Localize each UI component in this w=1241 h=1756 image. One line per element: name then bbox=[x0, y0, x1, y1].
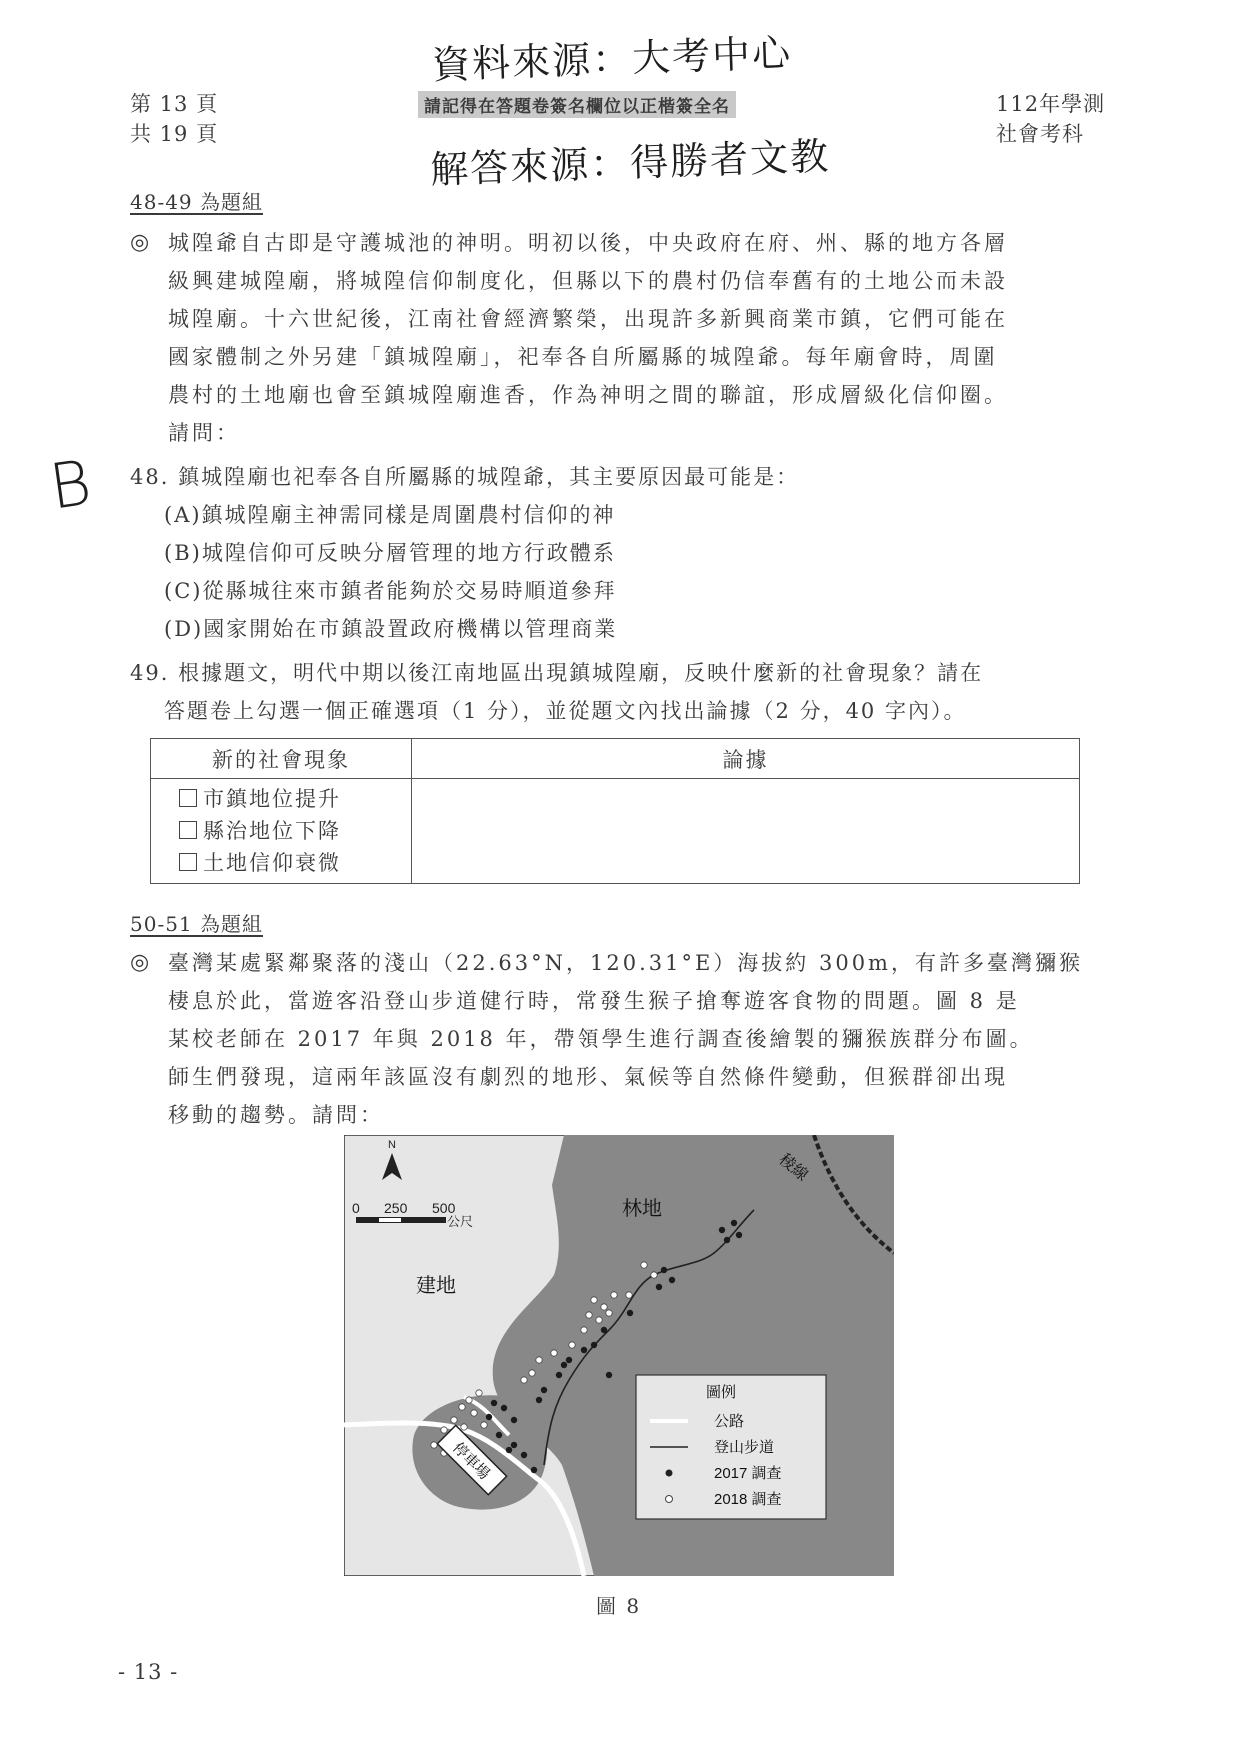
choices-cell bbox=[151, 779, 412, 884]
option-a: (A)鎮城隍廟主神需同樣是周圍農村信仰的神 bbox=[164, 503, 616, 527]
figure-caption: 圖 8 bbox=[596, 1594, 642, 1618]
survey-point-2018 bbox=[551, 1350, 557, 1356]
legend-trail-label: 登山步道 bbox=[714, 1439, 775, 1456]
survey-point-2018 bbox=[461, 1424, 467, 1430]
survey-point-2018 bbox=[569, 1342, 575, 1348]
scale-label-0: 0 bbox=[352, 1200, 360, 1216]
survey-point-2018 bbox=[521, 1377, 527, 1383]
survey-point-2017 bbox=[501, 1405, 507, 1411]
checkbox[interactable] bbox=[179, 853, 197, 871]
bullet-mark: ◎ bbox=[130, 950, 150, 975]
passage-line: 農村的土地廟也會至鎮城隍廟進香，作為神明之間的聯誼，形成層級化信仰圈。 bbox=[168, 383, 1008, 407]
option-c: (C)從縣城往來市鎮者能夠於交易時順道參拜 bbox=[164, 579, 617, 603]
survey-point-2017 bbox=[669, 1277, 675, 1283]
survey-point-2017 bbox=[601, 1327, 607, 1333]
survey-point-2017 bbox=[566, 1357, 572, 1363]
survey-point-2018 bbox=[471, 1410, 477, 1416]
question-48-stem: 48. 鎮城隍廟也祀奉各自所屬縣的城隍爺，其主要原因最可能是： bbox=[130, 465, 800, 489]
survey-point-2017 bbox=[731, 1220, 737, 1226]
north-label: N bbox=[388, 1139, 396, 1151]
survey-point-2017 bbox=[491, 1400, 497, 1406]
survey-point-2017 bbox=[511, 1417, 517, 1423]
map-svg bbox=[344, 1135, 894, 1576]
table-header-phenomenon: 新的社會現象 bbox=[151, 739, 412, 779]
survey-point-2017 bbox=[561, 1362, 567, 1368]
survey-point-2017 bbox=[496, 1432, 502, 1438]
survey-point-2017 bbox=[581, 1347, 587, 1353]
survey-point-2017 bbox=[521, 1452, 527, 1458]
option-b: (B)城隍信仰可反映分層管理的地方行政體系 bbox=[164, 541, 616, 565]
bullet-mark: ◎ bbox=[130, 230, 150, 255]
survey-point-2018 bbox=[611, 1292, 617, 1298]
legend-title: 圖例 bbox=[706, 1384, 737, 1401]
passage-line: 城隍爺自古即是守護城池的神明。明初以後，中央政府在府、州、縣的地方各層 bbox=[168, 231, 1008, 255]
survey-point-2018 bbox=[529, 1370, 535, 1376]
survey-point-2018 bbox=[459, 1404, 465, 1410]
passage-line: 棲息於此，當遊客沿登山步道健行時，常發生猴子搶奪遊客食物的問題。圖 8 是 bbox=[168, 989, 1020, 1013]
option-d: (D)國家開始在市鎮設置政府機構以管理商業 bbox=[164, 617, 618, 641]
footer-page-number: - 13 - bbox=[118, 1660, 179, 1684]
signature-notice: 請記得在答題卷簽名欄位以正楷簽全名 bbox=[418, 91, 736, 118]
choice-label: 市鎮地位提升 bbox=[203, 787, 341, 811]
choice-row[interactable] bbox=[179, 815, 411, 847]
survey-point-2017 bbox=[511, 1442, 517, 1448]
checkbox[interactable] bbox=[179, 821, 197, 839]
question-48-options bbox=[164, 496, 617, 648]
passage-line: 國家體制之外另建「鎮城隍廟」，祀奉各自所屬縣的城隍爺。每年廟會時，周圍 bbox=[168, 345, 998, 369]
survey-point-2017 bbox=[661, 1267, 667, 1273]
legend-2017-label: 2017 調查 bbox=[714, 1465, 782, 1482]
survey-point-2018 bbox=[476, 1390, 482, 1396]
subject-name: 社會考科 bbox=[996, 122, 1084, 146]
survey-point-2018 bbox=[441, 1427, 447, 1433]
handwritten-data-source: 資料來源：大考中心 bbox=[431, 30, 793, 88]
survey-point-2018 bbox=[451, 1417, 457, 1423]
survey-point-2018 bbox=[536, 1357, 542, 1363]
table-header-evidence: 論據 bbox=[412, 739, 1080, 779]
passage-line: 城隍廟。十六世紀後，江南社會經濟繁榮，出現許多新興商業市鎮，它們可能在 bbox=[168, 307, 1008, 331]
survey-point-2017 bbox=[486, 1414, 492, 1420]
survey-point-2018 bbox=[626, 1292, 632, 1298]
legend-road-label: 公路 bbox=[714, 1413, 745, 1430]
macaque-distribution-map bbox=[344, 1135, 894, 1576]
survey-point-2017 bbox=[627, 1310, 633, 1316]
question-49-line-2: 答題卷上勾選一個正確選項（1 分），並從題文內找出論據（2 分，40 字內）。 bbox=[164, 699, 967, 723]
survey-point-2017 bbox=[506, 1447, 512, 1453]
passage-48-49 bbox=[168, 224, 1108, 452]
ridge-label: 稜線 bbox=[775, 1151, 811, 1185]
survey-point-2018 bbox=[581, 1327, 587, 1333]
survey-point-2018 bbox=[481, 1422, 487, 1428]
survey-point-2018 bbox=[641, 1262, 647, 1268]
exam-name: 112年學測 bbox=[996, 92, 1106, 116]
survey-point-2017 bbox=[536, 1397, 542, 1403]
survey-point-2018 bbox=[601, 1304, 607, 1310]
scale-unit: 公尺 bbox=[447, 1214, 474, 1229]
evidence-cell[interactable] bbox=[412, 779, 1080, 884]
survey-point-2018 bbox=[586, 1312, 592, 1318]
survey-point-2017 bbox=[736, 1232, 742, 1238]
choice-label: 縣治地位下降 bbox=[203, 819, 341, 843]
survey-point-2018 bbox=[431, 1442, 437, 1448]
group-title-48-49: 48-49 為題組 bbox=[130, 190, 264, 214]
handwritten-answer-source: 解答來源：得勝者文教 bbox=[429, 134, 831, 192]
building-label: 建地 bbox=[416, 1275, 456, 1297]
survey-point-2017 bbox=[591, 1342, 597, 1348]
survey-point-2018 bbox=[606, 1310, 612, 1316]
forest-label: 林地 bbox=[622, 1198, 662, 1220]
legend-2018-swatch bbox=[666, 1496, 673, 1503]
scale-bar-segment bbox=[379, 1218, 401, 1222]
choice-row[interactable] bbox=[179, 847, 411, 879]
survey-point-2018 bbox=[596, 1317, 602, 1323]
survey-point-2017 bbox=[606, 1372, 612, 1378]
legend-2018-label: 2018 調查 bbox=[714, 1491, 782, 1508]
survey-point-2018 bbox=[651, 1272, 657, 1278]
passage-line: 移動的趨勢。請問： bbox=[168, 1103, 384, 1127]
page-total: 共 19 頁 bbox=[130, 122, 219, 146]
survey-point-2017 bbox=[724, 1237, 730, 1243]
survey-point-2018 bbox=[591, 1297, 597, 1303]
passage-line: 臺灣某處緊鄰聚落的淺山（22.63°N，120.31°E）海拔約 300m，有許多臺灣獼猴 bbox=[168, 951, 1083, 975]
survey-point-2017 bbox=[541, 1387, 547, 1393]
passage-line: 某校老師在 2017 年與 2018 年，帶領學生進行調查後繪製的獼猴族群分布圖。 bbox=[168, 1027, 1034, 1051]
passage-line: 級興建城隍廟，將城隍信仰制度化，但縣以下的農村仍信奉舊有的土地公而未設 bbox=[168, 269, 1008, 293]
survey-point-2017 bbox=[556, 1372, 562, 1378]
page-number: 第 13 頁 bbox=[130, 92, 219, 116]
survey-point-2017 bbox=[656, 1284, 662, 1290]
handwritten-answer-48: B bbox=[45, 445, 98, 524]
legend-2017-swatch bbox=[666, 1470, 673, 1477]
passage-line: 師生們發現，這兩年該區沒有劇烈的地形、氣候等自然條件變動，但猴群卻出現 bbox=[168, 1065, 1008, 1089]
survey-point-2017 bbox=[531, 1467, 537, 1473]
scale-label-500: 500 bbox=[432, 1200, 456, 1216]
choice-row[interactable] bbox=[179, 783, 411, 815]
answer-table bbox=[150, 738, 1080, 884]
checkbox[interactable] bbox=[179, 789, 197, 807]
group-title-50-51: 50-51 為題組 bbox=[130, 912, 264, 936]
survey-point-2017 bbox=[719, 1227, 725, 1233]
passage-50-51 bbox=[168, 944, 1108, 1134]
question-49-line-1: 49. 根據題文，明代中期以後江南地區出現鎮城隍廟，反映什麼新的社會現象？請在 bbox=[130, 661, 984, 685]
choice-label: 土地信仰衰微 bbox=[203, 851, 341, 875]
passage-line: 請問： bbox=[168, 421, 240, 445]
survey-point-2018 bbox=[466, 1397, 472, 1403]
parking-lot-label: 停車場 bbox=[449, 1439, 493, 1483]
scale-label-250: 250 bbox=[384, 1200, 408, 1216]
